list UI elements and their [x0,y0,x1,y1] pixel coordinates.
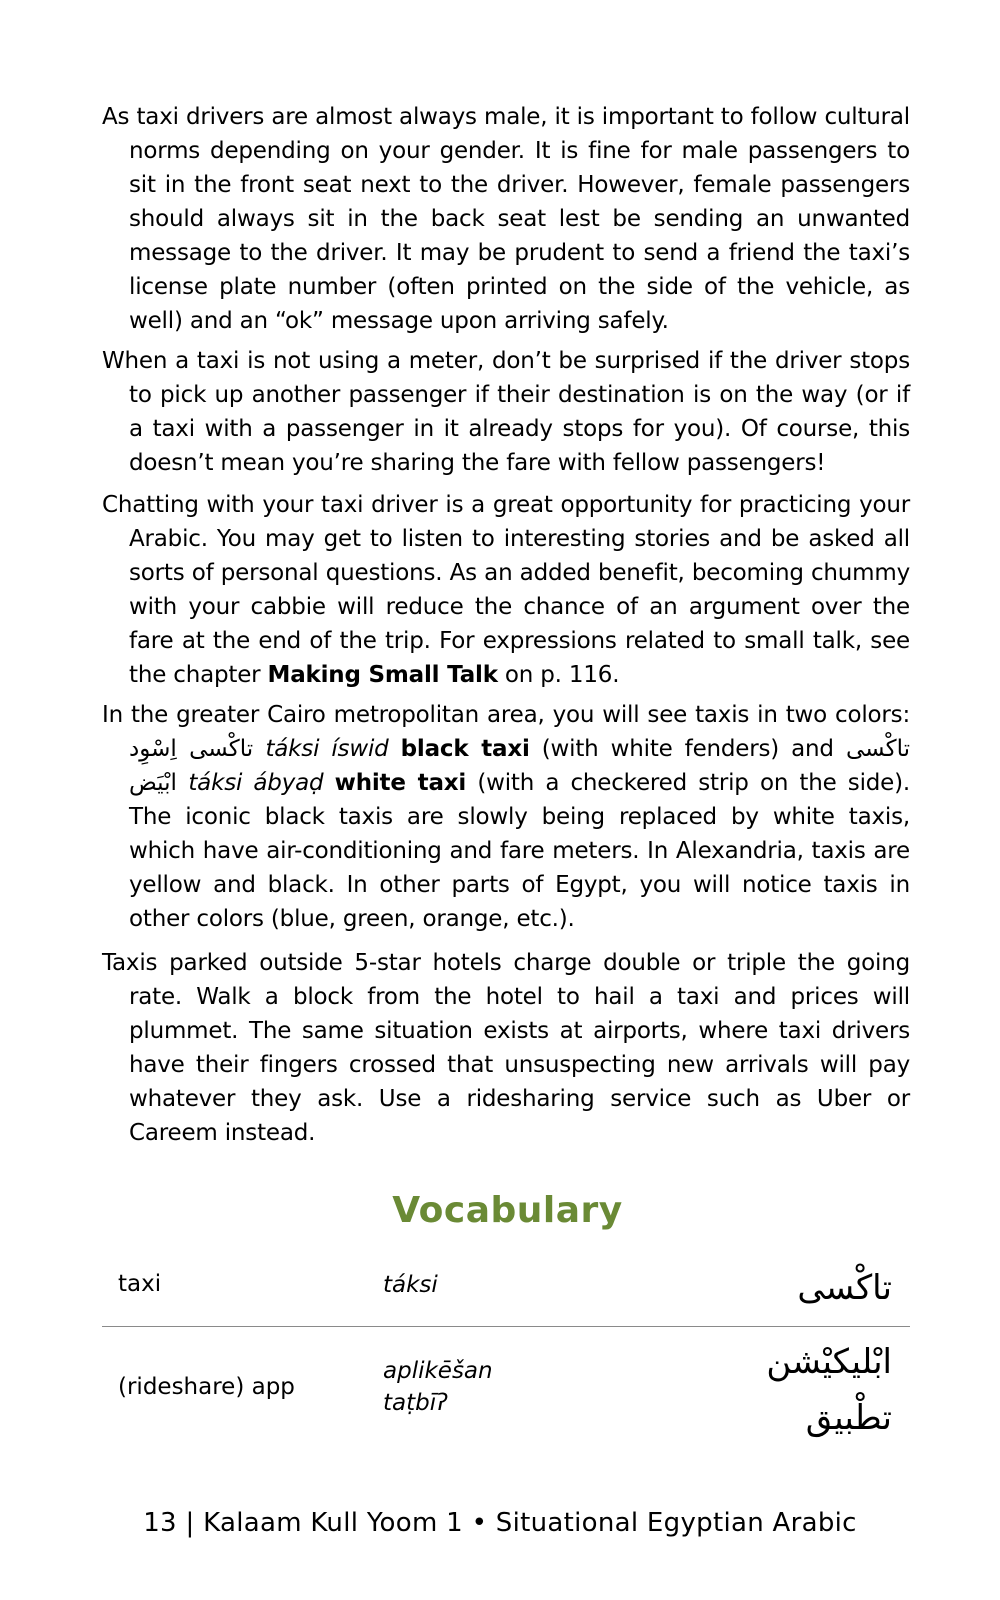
paragraph-gender-norms: As taxi drivers are almost always male, it is important to follow cultural norms depending on your gender. It is fine for male passengers to sit in the front seat next to the driver. However, female passengers should always sit in the back seat lest be sending an unwanted message to the driver. It may be prudent to send a friend the taxi’s license plate number (often printed on the side of the vehicle, as well) and an “ok” message upon arriving safely. [102,104,910,334]
vocab-row [102,1260,910,1316]
vocab-arabic: ابْليكيْشن [766,1342,892,1382]
vocab-translit: aplikēšan [383,1358,493,1384]
chapter-reference: Making Small Talk [267,662,498,688]
black-taxi-translit: táksi íswid [265,736,389,762]
vocab-translit-alt: taṭbīʔ [383,1390,448,1416]
white-taxi-english: white taxi [334,770,467,796]
vocab-row [102,1334,910,1446]
vocab-translit: táksi [383,1272,438,1298]
paragraph-hotels: Taxis parked outside 5-star hotels charge double or triple the going rate. Walk a block from the hotel to hail a taxi and prices will plummet. The same situation exists at airports, where taxi drivers have their fingers crossed that unsuspecting new arrivals will pay whatever they ask. Use a ridesharing service such as Uber or Careem instead. [102,950,910,1146]
vocabulary-heading: Vocabulary [392,1190,623,1231]
colors-rest: (with a checkered strip on the side). The iconic black taxis are slowly being replaced by white taxis, which have air-conditioning and fare meters. In Alexandria, taxis are yellow and black. In other parts of Egypt, you will notice taxis in other colors (blue, green, orange, etc.). [129,770,911,932]
vocab-english: taxi [118,1271,162,1297]
vocab-arabic: تاكْسى [797,1268,892,1308]
paragraph-taxi-colors [102,698,910,936]
colors-mid: (with white fenders) and [529,736,846,762]
chatting-text: Chatting with your taxi driver is a great opportunity for practicing your Arabic. You may get to listen to interesting stories and be asked all sorts of personal questions. As an added benefit, becoming chummy with your cabbie will reduce the chance of an argument over the fare at the end of the trip. For expressions related to small talk, see the chapter [102,492,910,688]
vocab-arabic-alt: تطْبيق [805,1398,892,1438]
colors-intro: In the greater Cairo metropolitan area, you will see taxis in two colors: [102,702,910,728]
white-taxi-translit: táksi ábyaḍ [188,770,324,796]
page-footer: 13 | Kalaam Kull Yoom 1 • Situational Egyptian Arabic [143,1508,857,1538]
black-taxi-arabic: تاكْسى اِسْوِد [129,736,254,762]
vocab-divider [102,1326,910,1327]
paragraph-no-meter: When a taxi is not using a meter, don’t be surprised if the driver stops to pick up another passenger if their destination is on the way (or if a taxi with a passenger in it already stops for you). Of course, this doesn’t mean you’re sharing the fare with fellow passengers! [102,348,910,476]
paragraph-chatting [102,488,910,692]
black-taxi-english: black taxi [400,736,530,762]
white-taxi-arabic: تاكْسى ابْيَض [129,736,910,796]
page-reference: on p. 116. [497,662,620,688]
vocab-english: (rideshare) app [118,1374,295,1400]
